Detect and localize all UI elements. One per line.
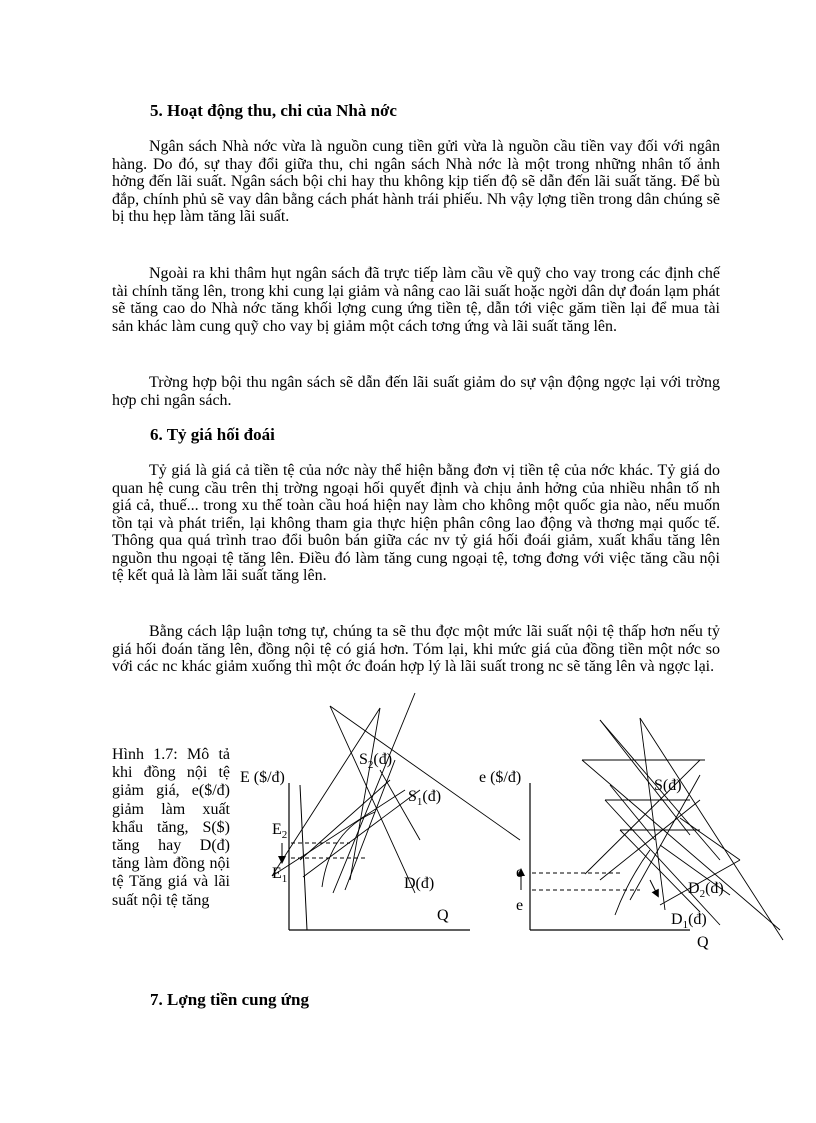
- e2-label: $E_2$: [272, 821, 288, 841]
- right-curve-lines: [582, 718, 783, 940]
- s1-label: $S_1(đ)$: [408, 788, 442, 808]
- figure-caption: Hình 1.7: Mô tả khi đồng nội tệ giảm giá, e($/đ) giảm làm xuất khẩu tăng, S($) tăng hay D(đ) tăng làm đồng nội tệ Tăng giá và lãi suất nội tệ tăng: [112, 746, 230, 909]
- section-5-paragraph-1: Ngân sách Nhà nớc vừa là nguồn cung tiền gửi vừa là nguồn cầu tiền vay đối với ngân hàng. Do đó, sự thay đổi giữa thu, chi ngân sách Nhà nớc là một trong những nhân tố ảnh hởng đến lãi suất. Ngân sách bội chi hay thu không kịp tiến độ sẽ dẫn đến lãi suất tăng. Để bù đắp, chính phủ sẽ vay dân bằng cách phát hành trái phiếu. Nh vậy lợng tiền trong dân chúng sẽ bị thu hẹp làm tăng lãi suất.: [112, 138, 720, 225]
- e-upper-label: e: [516, 864, 524, 881]
- s2-label: $S_2(đ)$: [359, 751, 393, 771]
- section-6-paragraph-1: Tỷ giá là giá cả tiền tệ của nớc này thể hiện bằng đơn vị tiền tệ của nớc khác. Tỷ giá do quan hệ cung cầu trên thị trờng ngoại hối quyết định và chịu ảnh hởng của nhiều nhân tố nh giá cả, thuế... trong xu thế toàn cầu hoá hiện nay làm cho không một quốc gia nào, nếu muốn tồn tại và phát triển, lại không tham gia thực hiện phân công lao động và thơng mại quốc tế. Thông qua quá trình trao đổi buôn bán giữa các nv tỷ giá hối đoái giảm, xuất khẩu tăng lên nguồn thu ngoại tệ tăng lên. Điều đó làm tăng cung ngoại tệ, tơng đơng với việc tăng cầu nội tệ kết quả là làm lãi suất tăng lên.: [112, 462, 720, 584]
- section-6-heading: 6. Tỷ giá hối đoái: [150, 425, 275, 444]
- d2-label: $D_2(đ)$: [688, 880, 724, 900]
- section-7-heading: 7. Lợng tiền cung ứng: [150, 990, 309, 1009]
- right-diagram: [479, 718, 783, 951]
- d1-label: $D_1(đ)$: [671, 911, 707, 931]
- demand-shift-arrow: [650, 880, 657, 894]
- left-diagram: [240, 693, 520, 930]
- demand-label: D(đ): [404, 875, 435, 892]
- section-5-paragraph-3: Trờng hợp bội thu ngân sách sẽ dẫn đến lãi suất giảm do sự vận động ngợc lại với trờng hợp chi ngân sách.: [112, 374, 720, 409]
- left-y-axis-label: E ($/đ): [240, 769, 285, 786]
- left-curve-lines: [272, 693, 520, 893]
- section-5-heading: 5. Hoạt động thu, chi của Nhà nớc: [150, 101, 397, 120]
- e-lower-label: e: [516, 897, 524, 914]
- right-y-axis-label: e ($/đ): [479, 769, 522, 786]
- right-x-axis-label: Q: [697, 934, 709, 951]
- left-x-axis-label: Q: [437, 907, 449, 924]
- e1-label: $E_1$: [272, 865, 288, 885]
- section-6-paragraph-2: Bằng cách lập luận tơng tự, chúng ta sẽ thu đợc một mức lãi suất nội tệ thấp hơn nếu tỷ giá hối đoán tăng lên, đồng nội tệ có giá hơn. Tóm lại, khi mức giá của đồng tiền một nớc so với các nc khác giảm xuống thì một ớc đoán hợp lý là lãi suất trong nc sẽ tăng lên và ngợc lại.: [112, 623, 720, 675]
- supply-label: S(đ): [654, 777, 682, 794]
- section-5-paragraph-2: Ngoài ra khi thâm hụt ngân sách đã trực tiếp làm cầu về quỹ cho vay trong các định chế tài chính tăng lên, trong khi cung lại giảm và nâng cao lãi suất hoặc ngời dân dự đoán lạm phát sẽ tăng cao do Nhà nớc tăng khối lợng cung ứng tiền tệ, dẫn tới việc găm tiền lại để mua tài sản khác làm cung quỹ cho vay bị giảm một cách tơng ứng và lãi suất tăng lên.: [112, 265, 720, 335]
